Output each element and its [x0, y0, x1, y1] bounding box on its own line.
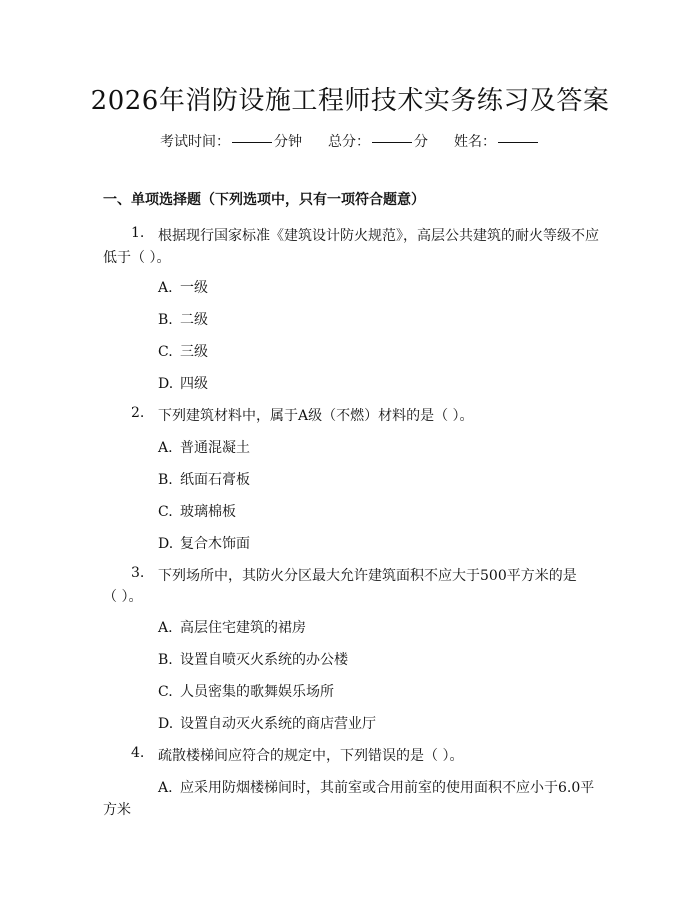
question-text: 下列建筑材料中，属于A级（不燃）材料的是（ ）。: [158, 408, 474, 424]
option-b: B. 二级: [158, 312, 208, 328]
total-score-blank: [372, 142, 412, 143]
option-a: A. 高层住宅建筑的裙房: [158, 620, 306, 636]
exam-time-blank: [232, 142, 272, 143]
option-c: C. 人员密集的歌舞娱乐场所: [158, 684, 334, 700]
section-title: 一、单项选择题（下列选项中，只有一项符合题意）: [103, 192, 425, 208]
option-a: A. 应采用防烟楼梯间时，其前室或合用前室的使用面积不应小于6.0平: [158, 780, 595, 796]
total-score-unit: 分: [414, 134, 428, 150]
option-a: A. 一级: [158, 280, 208, 296]
question-text: 疏散楼梯间应符合的规定中，下列错误的是（ ）。: [158, 748, 464, 764]
option-d: D. 设置自动灭火系统的商店营业厅: [158, 716, 376, 732]
question-number: 2.: [131, 405, 145, 421]
option-a-cont: 方米: [103, 802, 131, 818]
question-text: 下列场所中，其防火分区最大允许建筑面积不应大于500平方米的是: [158, 568, 577, 584]
option-d: D. 四级: [158, 376, 208, 392]
question-text-cont: （ ）。: [103, 589, 143, 605]
option-b: B. 纸面石膏板: [158, 472, 250, 488]
total-score-field: [328, 131, 428, 151]
question-number: 3.: [131, 565, 145, 581]
exam-time-field: [160, 131, 302, 151]
total-score-label: 总分：: [328, 134, 370, 150]
exam-info: [0, 131, 700, 151]
option-b: B. 设置自喷灭火系统的办公楼: [158, 652, 348, 668]
page-title: 2026年消防设施工程师技术实务练习及答案: [90, 86, 610, 116]
question-text-cont: 低于（ ）。: [103, 250, 171, 266]
question-number: 1.: [131, 225, 145, 241]
option-c: C. 三级: [158, 344, 208, 360]
question-number: 4.: [131, 745, 145, 761]
student-name-field: [454, 131, 540, 151]
exam-time-label: 考试时间：: [160, 134, 230, 150]
option-d: D. 复合木饰面: [158, 536, 250, 552]
exam-time-unit: 分钟: [274, 134, 302, 150]
option-c: C. 玻璃棉板: [158, 504, 236, 520]
student-name-label: 姓名：: [454, 134, 496, 150]
question-text: 根据现行国家标准《建筑设计防火规范》，高层公共建筑的耐火等级不应: [158, 228, 599, 244]
student-name-blank: [498, 142, 538, 143]
option-a: A. 普通混凝土: [158, 440, 250, 456]
